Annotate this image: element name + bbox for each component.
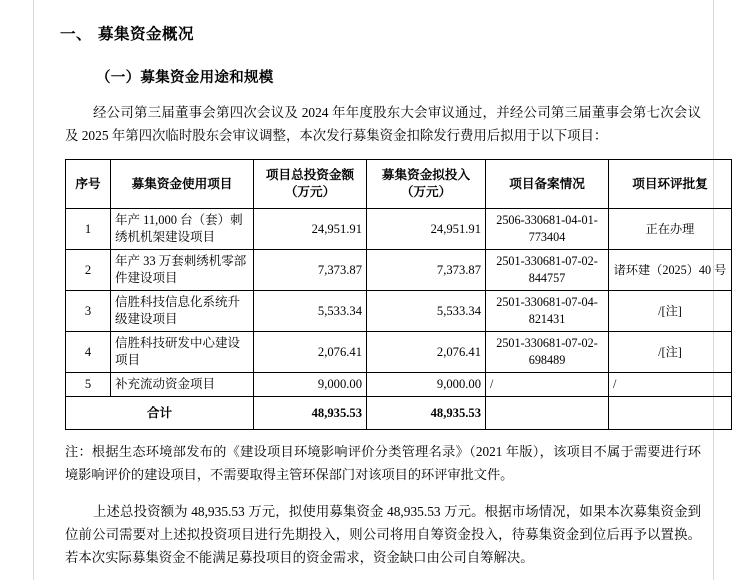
- header-record-status: 项目备案情况: [486, 160, 609, 209]
- table-total-row: [66, 397, 732, 430]
- section-heading-2: （一）募集资金用途和规模: [96, 70, 274, 86]
- cell-index: 1: [66, 209, 111, 250]
- table-row: [66, 250, 732, 291]
- section-heading-1: [0, 22, 749, 44]
- cell-project-name: 年产 33 万套刺绣机零部件建设项目: [111, 250, 254, 291]
- fund-usage-table: [65, 159, 732, 430]
- cell-env-approval: /[注]: [609, 332, 732, 373]
- table-row: [66, 209, 732, 250]
- header-project-name: 募集资金使用项目: [111, 160, 254, 209]
- cell-raised-investment-sum: 48,935.53: [367, 397, 486, 430]
- header-total-investment: 项目总投资金额（万元）: [254, 160, 367, 209]
- cell-record-status: 2501-330681-07-02-844757: [486, 250, 609, 291]
- paragraph-summary: 上述总投资额为 48,935.53 万元，拟使用募集资金 48,935.53 万元。根据市场情况，如果本次募集资金到位前公司需要对上述拟投资项目进行先期投入，则公司将用自筹资金投入，待募集资金到位后再予以置换。若本次实际募集资金不能满足募投项目的资金需求，资金缺口由公司自筹解决。: [65, 504, 701, 565]
- cell-total-record: [486, 397, 609, 430]
- cell-total-env: [609, 397, 732, 430]
- cell-env-approval: /: [609, 373, 732, 397]
- cell-record-status: /: [486, 373, 609, 397]
- cell-project-name: 年产 11,000 台（套）刺绣机机架建设项目: [111, 209, 254, 250]
- cell-index: 5: [66, 373, 111, 397]
- cell-total-investment: 2,076.41: [254, 332, 367, 373]
- cell-raised-investment: 24,951.91: [367, 209, 486, 250]
- header-env-approval: 项目环评批复: [609, 160, 732, 209]
- cell-record-status: 2506-330681-04-01-773404: [486, 209, 609, 250]
- table-note-text: 注：根据生态环境部发布的《建设项目环境影响评价分类管理名录》（2021 年版），该项目不属于需要进行环境影响评价的建设项目，不需要取得主管环保部门对该项目的环评审批文件。: [65, 444, 701, 482]
- table-header: [66, 160, 732, 209]
- cell-index: 2: [66, 250, 111, 291]
- cell-env-approval: /[注]: [609, 291, 732, 332]
- cell-index: 3: [66, 291, 111, 332]
- cell-project-name: 信胜科技研发中心建设项目: [111, 332, 254, 373]
- cell-env-approval: 诸环建（2025）40 号: [609, 250, 732, 291]
- table-row: [66, 332, 732, 373]
- table-note: [0, 440, 749, 486]
- section-title: 募集资金概况: [98, 26, 195, 43]
- table-row: [66, 291, 732, 332]
- paragraph-intro: 经公司第三届董事会第四次会议及 2024 年年度股东大会审议通过，并经公司第三届董事会第七次会议及 2025 年第四次临时股东会审议调整，本次发行募集资金扣除发行费用后拟用于以下项目：: [65, 105, 701, 143]
- header-index: 序号: [66, 160, 111, 209]
- cell-raised-investment: 9,000.00: [367, 373, 486, 397]
- cell-index: 4: [66, 332, 111, 373]
- cell-raised-investment: 2,076.41: [367, 332, 486, 373]
- fund-table-wrapper: [0, 159, 749, 430]
- cell-record-status: 2501-330681-07-02-698489: [486, 332, 609, 373]
- cell-total-investment: 24,951.91: [254, 209, 367, 250]
- cell-raised-investment: 7,373.87: [367, 250, 486, 291]
- cell-raised-investment: 5,533.34: [367, 291, 486, 332]
- cell-record-status: 2501-330681-07-04-821431: [486, 291, 609, 332]
- cell-env-approval: 正在办理: [609, 209, 732, 250]
- cell-total-investment-sum: 48,935.53: [254, 397, 367, 430]
- section-number: 一、: [60, 26, 93, 43]
- cell-project-name: 补充流动资金项目: [111, 373, 254, 397]
- cell-project-name: 信胜科技信息化系统升级建设项目: [111, 291, 254, 332]
- cell-total-investment: 9,000.00: [254, 373, 367, 397]
- cell-total-investment: 7,373.87: [254, 250, 367, 291]
- header-raised-investment: 募集资金拟投入（万元）: [367, 160, 486, 209]
- table-row: [66, 373, 732, 397]
- cell-total-investment: 5,533.34: [254, 291, 367, 332]
- table-body: [66, 209, 732, 430]
- cell-total-label: 合计: [66, 397, 254, 430]
- table-header-row: [66, 160, 732, 209]
